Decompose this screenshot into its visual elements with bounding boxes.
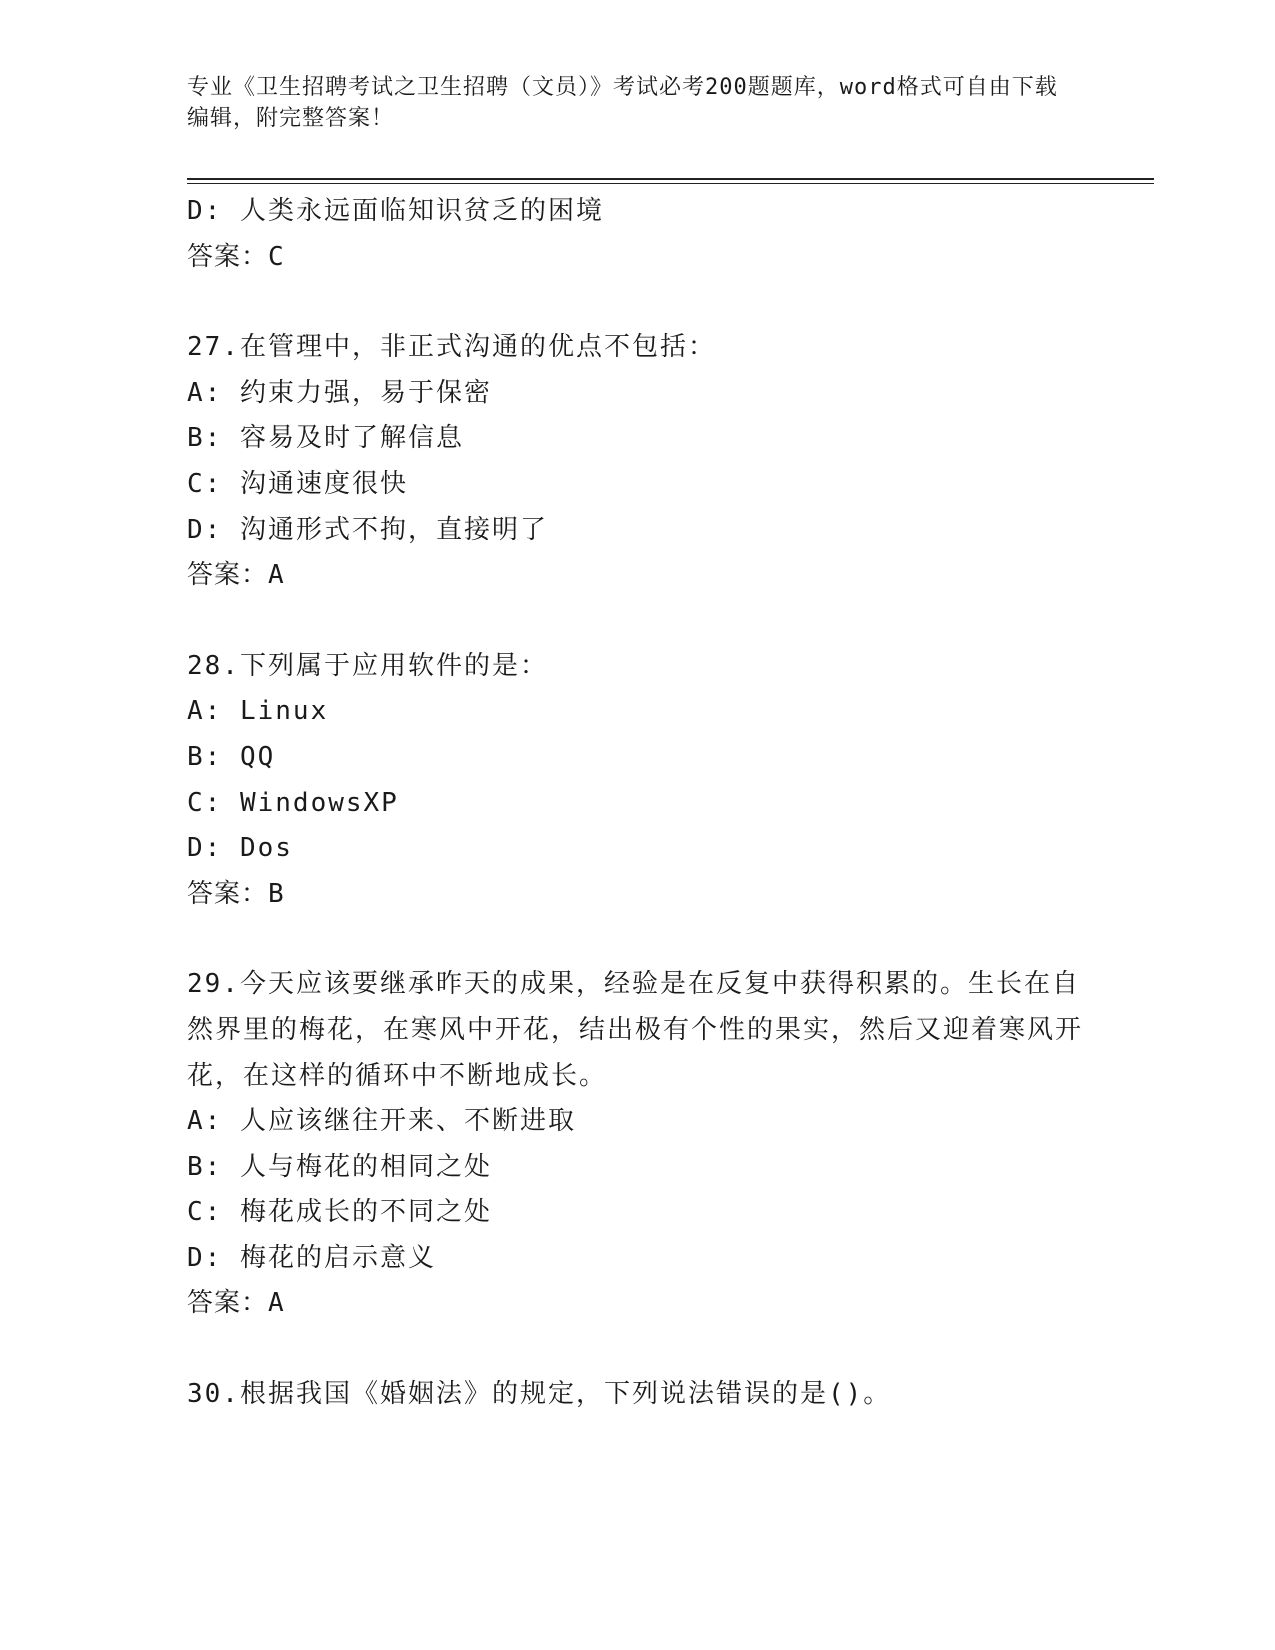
spacer	[187, 280, 1087, 325]
option-d: D: 梅花的启示意义	[187, 1242, 436, 1273]
spacer	[187, 599, 1087, 644]
option-c: C: 梅花成长的不同之处	[187, 1197, 492, 1228]
option-b: B: 容易及时了解信息	[187, 423, 464, 454]
answer-line: 答案：A	[187, 560, 285, 591]
option-c: C: WindowsXP	[187, 787, 399, 818]
option-b: B: 人与梅花的相同之处	[187, 1151, 492, 1182]
option-a: A: Linux	[187, 696, 329, 727]
option-b: B: QQ	[187, 741, 276, 772]
document-header: 专业《卫生招聘考试之卫生招聘（文员）》考试必考200题题库，word格式可自由下载编辑，附完整答案！	[187, 75, 1058, 131]
answer-line: 答案：A	[187, 1288, 285, 1319]
question-fragment	[187, 189, 1087, 280]
option-c: C: 沟通速度很快	[187, 468, 408, 499]
option-d: D: Dos	[187, 833, 293, 864]
answer-line: 答案：B	[187, 878, 285, 909]
header-divider-thick	[187, 178, 1154, 180]
option-a: A: 约束力强，易于保密	[187, 377, 492, 408]
question-stem: 29.今天应该要继承昨天的成果，经验是在反复中获得积累的。生长在自然界里的梅花，在寒风中开花，结出极有个性的果实，然后又迎着寒风开花，在这样的循环中不断地成长。	[187, 969, 1084, 1091]
question-stem: 27.在管理中，非正式沟通的优点不包括：	[187, 332, 716, 363]
question-stem: 30.根据我国《婚姻法》的规定，下列说法错误的是()。	[187, 1379, 892, 1410]
spacer	[187, 917, 1087, 962]
spacer	[187, 1327, 1087, 1372]
option-d: D: 沟通形式不拘，直接明了	[187, 514, 548, 545]
option-d: D: 人类永远面临知识贫乏的困境	[187, 196, 604, 226]
question-list	[187, 189, 1087, 1418]
question-stem: 28.下列属于应用软件的是：	[187, 650, 548, 681]
option-a: A: 人应该继往开来、不断进取	[187, 1106, 576, 1137]
header-divider-thin	[187, 183, 1154, 184]
question-27	[187, 325, 1087, 599]
question-30	[187, 1372, 1087, 1418]
question-28	[187, 644, 1087, 918]
question-29	[187, 962, 1087, 1327]
answer-line: 答案：C	[187, 241, 285, 272]
